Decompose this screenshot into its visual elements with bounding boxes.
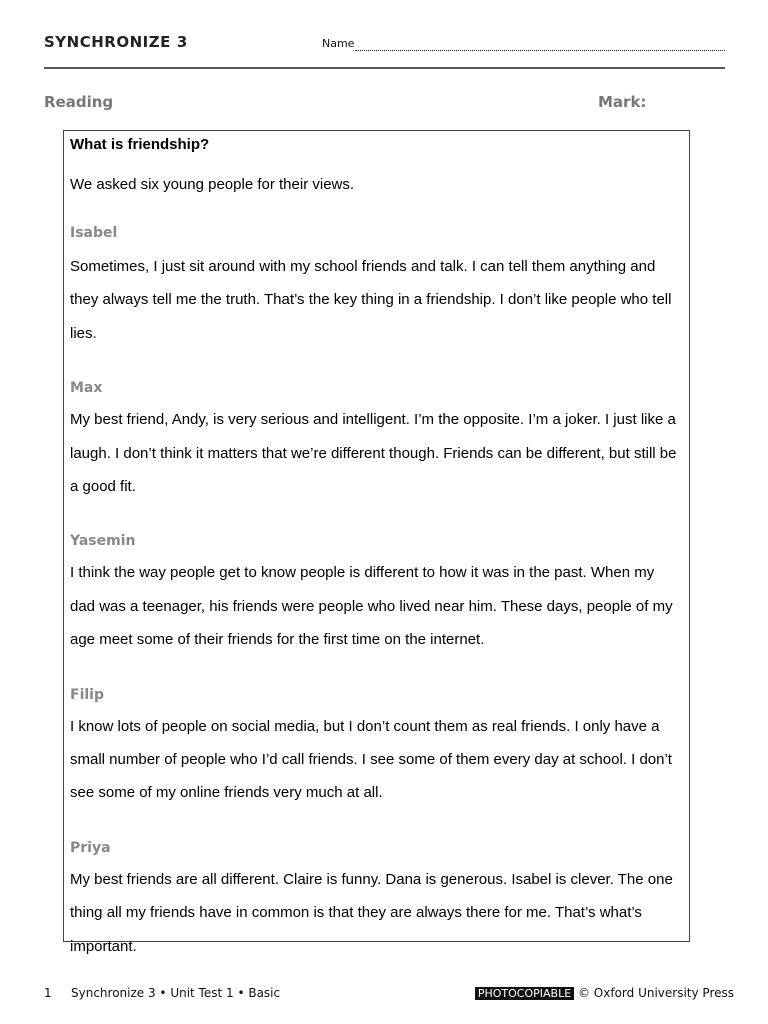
article-title: What is friendship?: [70, 136, 210, 153]
entry-max: [70, 378, 683, 503]
brand-number: 3: [176, 33, 188, 51]
footer-copyright: [475, 986, 734, 1000]
person-name: Filip: [70, 686, 104, 703]
mark-label: Mark:: [598, 93, 647, 111]
person-text: I know lots of people on social media, but I don’t count them as real friends. I only have a small number of people who I’d call friends. I see some of them every day at school. I don’t see some of my online friends very much at all.: [70, 717, 672, 802]
name-field-line[interactable]: [355, 50, 725, 51]
person-name: Isabel: [70, 225, 118, 241]
person-text: My best friends are all different. Claire is funny. Dana is generous. Isabel is clever. The one thing all my friends have in common is that they are always there for me. That’s what’s important.: [70, 870, 673, 955]
entry-isabel: [70, 223, 683, 350]
photocopiable-badge: PHOTOCOPIABLE: [475, 987, 574, 1000]
article-box: [63, 130, 690, 955]
article-intro: We asked six young people for their views.: [70, 176, 355, 193]
course-info: Synchronize 3 • Unit Test 1 • Basic: [71, 986, 281, 1000]
brand-name: SYNCHRONIZE: [44, 33, 171, 51]
person-text: Sometimes, I just sit around with my school friends and talk. I can tell them anything and they always tell me the truth. That’s the key thing in a friendship. I don’t like people who tell lies.: [70, 258, 672, 342]
brand-logo: [44, 33, 188, 51]
section-title: Reading: [44, 93, 114, 111]
name-label: Name: [322, 37, 355, 50]
footer-info: [44, 986, 280, 1000]
entry-priya: [70, 838, 683, 963]
person-text: My best friend, Andy, is very serious and intelligent. I’m the opposite. I’m a joker. I just like a laugh. I don’t think it matters that we’re different though. Friends can be different, but still be a good fit.: [70, 411, 677, 496]
person-name: Yasemin: [70, 533, 136, 550]
person-name: Priya: [70, 839, 111, 856]
entry-yasemin: [70, 531, 683, 656]
header-divider: [44, 67, 725, 69]
person-name: Max: [70, 380, 103, 397]
page-number: 1: [44, 986, 52, 1000]
person-text: I think the way people get to know people is different to how it was in the past. When my dad was a teenager, his friends were people who lived near him. These days, people of my age meet some of their friends for the first time on the internet.: [70, 564, 673, 649]
entry-filip: [70, 685, 683, 810]
copyright-text: © Oxford University Press: [577, 986, 734, 1000]
